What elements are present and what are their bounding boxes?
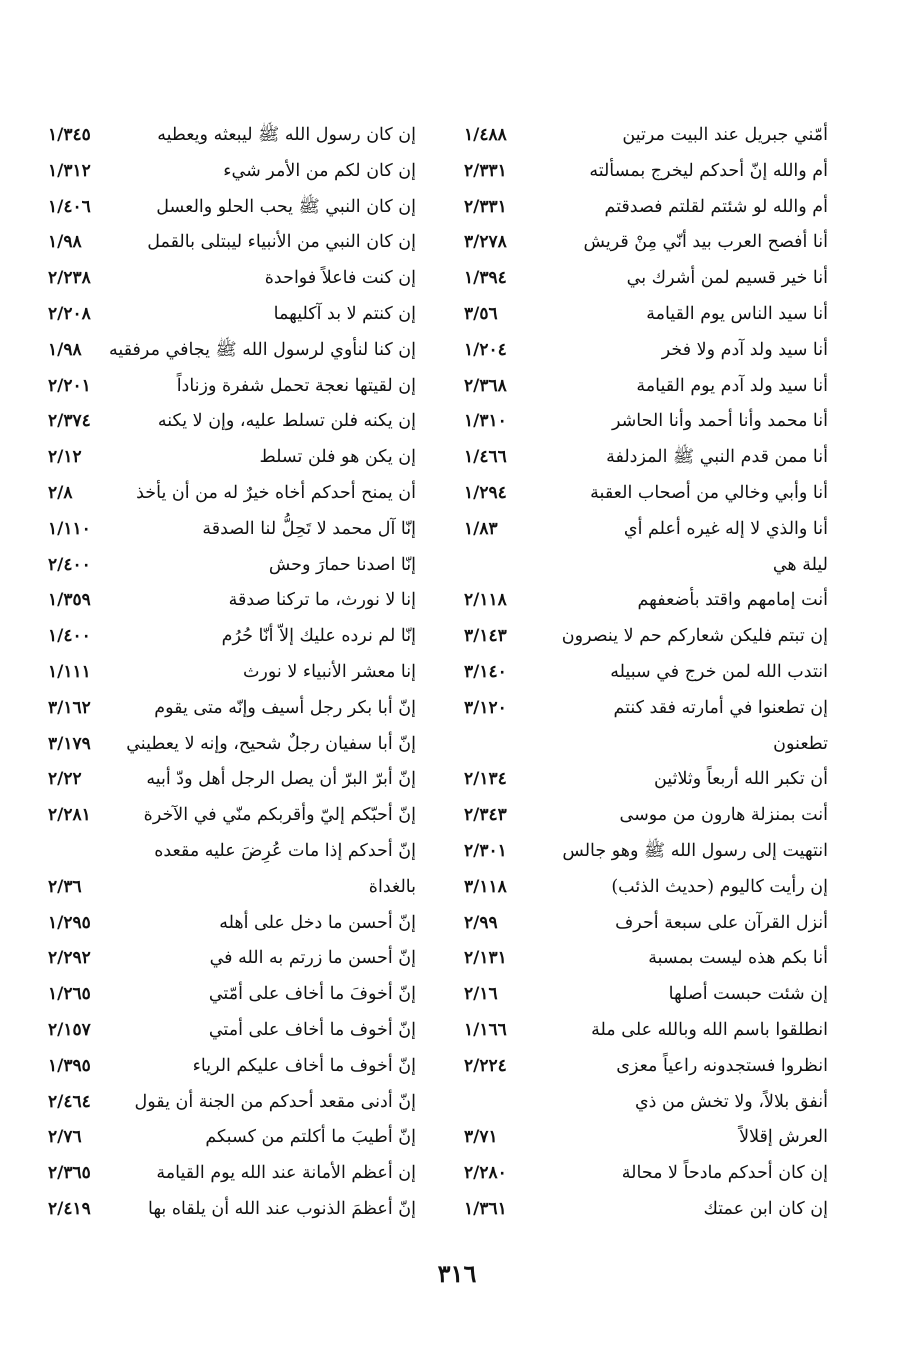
- volume-page-reference: ٢/٣٦٥: [48, 1163, 91, 1184]
- index-entry: [40, 1049, 416, 1085]
- hadith-text: أنا وأبي وخالي من أصحاب العقبة: [590, 482, 828, 503]
- index-entry: [40, 225, 416, 261]
- volume-page-reference: ٢/١٦: [464, 984, 498, 1005]
- volume-page-reference: ٢/٢٢٤: [464, 1055, 507, 1076]
- hadith-text: انتدب الله لمن خرج في سبيله: [610, 661, 828, 682]
- volume-page-reference: ١/٩٨: [48, 232, 82, 253]
- hadith-text: أنا خير قسيم لمن أشرك بي: [626, 268, 828, 289]
- volume-page-reference: ١/٣٩٥: [48, 1055, 91, 1076]
- volume-page-reference: ١/٤٦٦: [464, 447, 507, 468]
- hadith-text: إنّا آل محمد لا تَحِلُّ لنا الصدقة: [202, 518, 416, 539]
- volume-page-reference: ٢/١٢: [48, 447, 82, 468]
- hadith-text: أنا ممن قدم النبي ﷺ المزدلفة: [606, 447, 828, 468]
- volume-page-reference: ١/٨٣: [464, 518, 498, 539]
- index-entry: [454, 762, 828, 798]
- volume-page-reference: ٣/٥٦: [464, 303, 498, 324]
- index-entry: [454, 583, 828, 619]
- index-entry: [454, 941, 828, 977]
- hadith-text: أنا بكم هذه ليست بمسبة: [648, 948, 828, 969]
- index-entry: [454, 333, 828, 369]
- index-entry: [40, 512, 416, 548]
- volume-page-reference: ٣/٧١: [464, 1127, 498, 1148]
- index-entry: [454, 118, 828, 154]
- volume-page-reference: ١/٤٨٨: [464, 125, 507, 145]
- hadith-text: أنت إمامهم واقتد بأضعفهم: [637, 590, 828, 611]
- hadith-text: إنّ أبا سفيان رجلٌ شحيح، وإنه لا يعطيني: [126, 733, 416, 754]
- index-entry: [454, 154, 828, 190]
- hadith-text: إن كان لكم من الأمر شيء: [223, 160, 416, 181]
- volume-page-reference: ١/١١١: [48, 661, 91, 682]
- index-entry: [454, 1156, 828, 1192]
- hadith-text: أن تكبر الله أربعاً وثلاثين: [653, 769, 828, 790]
- hadith-text: أمّني جبريل عند البيت مرتين: [622, 125, 828, 145]
- hadith-text: أنا محمد وأنا أحمد وأنا الحاشر: [611, 411, 828, 432]
- volume-page-reference: ٢/١١٨: [464, 590, 507, 611]
- index-entry: [454, 1049, 828, 1085]
- index-entry: [454, 369, 828, 405]
- index-entry: [40, 727, 416, 763]
- hadith-text: إنّ أحبّكم إليّ وأقربكم منّي في الآخرة: [143, 805, 416, 826]
- volume-page-reference: ٢/١٣١: [464, 948, 507, 969]
- hadith-text: أن يمنح أحدكم أخاه خيرٌ له من أن يأخذ: [136, 482, 416, 503]
- index-entry: [454, 225, 828, 261]
- hadith-text: إنّ أحسن ما زرتم به الله في: [209, 948, 416, 969]
- index-entry: [454, 476, 828, 512]
- hadith-text: أنا سيد ولد آدم يوم القيامة: [636, 375, 828, 396]
- hadith-text: إنّ أحدكم إذا مات عُرِضَ عليه مقعده: [154, 840, 416, 861]
- index-entry: [40, 548, 416, 584]
- index-entry: [454, 297, 828, 333]
- volume-page-reference: ٢/٢٠٨: [48, 303, 91, 324]
- index-entry: [454, 1013, 828, 1049]
- hadith-text: انطلقوا باسم الله وبالله على ملة: [591, 1019, 828, 1040]
- hadith-text: إن كنتم لا بد آكليهما: [273, 303, 416, 324]
- index-entry: [454, 548, 828, 584]
- index-entry: [40, 404, 416, 440]
- volume-page-reference: ٢/٢٨٠: [464, 1163, 507, 1184]
- volume-page-reference: ٢/١٥٧: [48, 1019, 91, 1040]
- volume-page-reference: ١/٣٩٤: [464, 268, 507, 289]
- volume-page-reference: ٢/٧٦: [48, 1127, 82, 1148]
- index-entry: [454, 691, 828, 727]
- index-entry: [40, 977, 416, 1013]
- index-entry: [40, 261, 416, 297]
- index-entry: [40, 1192, 416, 1228]
- hadith-text: أنفق بلالاً، ولا تخش من ذي: [634, 1091, 828, 1112]
- hadith-text: أنا أفصح العرب بيد أنّي مِنْ قريش: [583, 232, 828, 253]
- hadith-text: إن كان النبي من الأنبياء ليبتلى بالقمل: [147, 232, 416, 253]
- hadith-text: إنّ أحسن ما دخل على أهله: [219, 912, 416, 933]
- volume-page-reference: ٢/٣٧٤: [48, 411, 91, 432]
- hadith-text: إنا معشر الأنبياء لا نورث: [242, 661, 416, 682]
- hadith-text: إن يكن هو فلن تسلط: [259, 447, 416, 468]
- index-entry: [454, 440, 828, 476]
- hadith-text: إنّ أعظمَ الذنوب عند الله أن يلقاه بها: [147, 1198, 416, 1219]
- volume-page-reference: ٣/١١٨: [464, 876, 507, 897]
- volume-page-reference: ٢/٢٠١: [48, 375, 91, 396]
- hadith-text: إنّا اصدنا حمارَ وحش: [268, 554, 416, 575]
- hadith-text: إن تطعنوا في أمارته فقد كنتم: [613, 697, 828, 718]
- index-entry: [40, 1156, 416, 1192]
- hadith-text: إن لقيتها نعجة تحمل شفرة وزناداً: [176, 375, 416, 396]
- hadith-text: إنّ أبرّ البرّ أن يصل الرجل أهل ودّ أبيه: [146, 769, 416, 790]
- index-entry: [40, 834, 416, 870]
- page-number: ٣١٦: [437, 1259, 477, 1288]
- index-entry: [454, 977, 828, 1013]
- index-entry: [40, 906, 416, 942]
- index-entry: [454, 404, 828, 440]
- hadith-text: انتهيت إلى رسول الله ﷺ وهو جالس: [562, 840, 828, 861]
- index-entry: [454, 655, 828, 691]
- index-entry: [454, 619, 828, 655]
- index-entry: [40, 655, 416, 691]
- hadith-text: تطعنون: [773, 733, 828, 754]
- hadith-text: أنت بمنزلة هارون من موسى: [619, 805, 828, 826]
- index-entry: [40, 762, 416, 798]
- index-entry: [454, 512, 828, 548]
- volume-page-reference: ١/٣٥٩: [48, 590, 91, 611]
- hadith-text: أنزل القرآن على سبعة أحرف: [615, 912, 828, 933]
- hadith-text: إن شئت حبست أصلها: [668, 984, 828, 1005]
- volume-page-reference: ١/٣١٠: [464, 411, 507, 432]
- hadith-text: إن كان أحدكم مادحاً لا محالة: [621, 1163, 828, 1184]
- volume-page-reference: ٢/٤٠٠: [48, 554, 91, 575]
- volume-page-reference: ١/٣٦١: [464, 1198, 507, 1219]
- index-entry: [454, 1085, 828, 1121]
- volume-page-reference: ٢/٣٣١: [464, 160, 507, 181]
- volume-page-reference: ٢/٤١٩: [48, 1198, 91, 1219]
- hadith-text: إنّ أخوف ما أخاف على أمتي: [208, 1019, 416, 1040]
- index-entry: [40, 440, 416, 476]
- index-entry: [40, 798, 416, 834]
- index-entry: [454, 1192, 828, 1228]
- hadith-text: إن تبتم فليكن شعاركم حم لا ينصرون: [561, 626, 828, 647]
- volume-page-reference: ٢/٢٣٨: [48, 268, 91, 289]
- hadith-text: إن كان رسول الله ﷺ ليبعثه ويعطيه: [157, 125, 416, 145]
- volume-page-reference: ٢/١٣٤: [464, 769, 507, 790]
- volume-page-reference: ١/٢٩٥: [48, 912, 91, 933]
- volume-page-reference: ١/٢٩٤: [464, 482, 507, 503]
- hadith-text: إنا لا نورث، ما تركنا صدقة: [228, 590, 416, 611]
- index-entry: [40, 118, 416, 154]
- hadith-text: إنّا لم نرده عليك إلاّ أنّا حُرُم: [221, 626, 416, 647]
- hadith-text: العرش إقلالاً: [739, 1127, 828, 1148]
- hadith-text: أنا سيد ولد آدم ولا فخر: [661, 339, 828, 360]
- hadith-text: إن كنت فاعلاً فواحدة: [264, 268, 416, 289]
- index-entry: [40, 691, 416, 727]
- volume-page-reference: ١/٢٦٥: [48, 984, 91, 1005]
- index-entry: [40, 369, 416, 405]
- index-entry: [40, 1013, 416, 1049]
- index-entry: [40, 583, 416, 619]
- hadith-text: إنّ أخوف ما أخاف عليكم الرياء: [192, 1055, 416, 1076]
- hadith-text: انظروا فستجدونه راعياً معزى: [616, 1055, 828, 1076]
- index-column-right: [454, 118, 828, 1228]
- index-entry: [454, 798, 828, 834]
- hadith-text: إن يكنه فلن تسلط عليه، وإن لا يكنه: [157, 411, 416, 432]
- hadith-text: إنّ أدنى مقعد أحدكم من الجنة أن يقول: [134, 1091, 416, 1112]
- volume-page-reference: ٢/٩٩: [464, 912, 498, 933]
- volume-page-reference: ٣/١٤٣: [464, 626, 507, 647]
- volume-page-reference: ١/٤٠٠: [48, 626, 91, 647]
- hadith-text: أنا سيد الناس يوم القيامة: [646, 303, 828, 324]
- volume-page-reference: ١/١٦٦: [464, 1019, 507, 1040]
- volume-page-reference: ٢/٢٩٢: [48, 948, 91, 969]
- volume-page-reference: ٣/١٦٢: [48, 697, 91, 718]
- index-entry: [40, 619, 416, 655]
- volume-page-reference: ٢/٢٨١: [48, 805, 91, 826]
- volume-page-reference: ٢/٣٣١: [464, 196, 507, 217]
- volume-page-reference: ١/٩٨: [48, 339, 82, 360]
- index-entry: [40, 941, 416, 977]
- volume-page-reference: ٣/٢٧٨: [464, 232, 507, 253]
- index-entry: [454, 261, 828, 297]
- volume-page-reference: ٢/٢٢: [48, 769, 82, 790]
- volume-page-reference: ٣/١٧٩: [48, 733, 91, 754]
- index-entry: [40, 190, 416, 226]
- index-entry: [40, 297, 416, 333]
- index-entry: [454, 190, 828, 226]
- volume-page-reference: ١/٣١٢: [48, 160, 91, 181]
- hadith-text: إن رأيت كاليوم (حديث الذئب): [611, 876, 828, 897]
- volume-page-reference: ٢/٨: [48, 482, 73, 503]
- index-entry: [40, 154, 416, 190]
- hadith-text: بالغداة: [368, 876, 416, 897]
- volume-page-reference: ١/٢٠٤: [464, 339, 507, 360]
- index-entry: [454, 906, 828, 942]
- index-entry: [40, 333, 416, 369]
- volume-page-reference: ١/٤٠٦: [48, 196, 91, 217]
- volume-page-reference: ٢/٣٤٣: [464, 805, 507, 826]
- index-column-left: [40, 118, 416, 1228]
- hadith-text: ليلة هي: [772, 554, 828, 575]
- index-entry: [40, 476, 416, 512]
- hadith-text: إن كنا لنأوي لرسول الله ﷺ يجافي مرفقيه: [109, 339, 416, 360]
- hadith-text: إن كان ابن عمتك: [703, 1198, 828, 1219]
- index-entry: [454, 834, 828, 870]
- index-entry: [40, 1085, 416, 1121]
- hadith-text: أنا والذي لا إله غيره أعلم أي: [623, 518, 828, 539]
- hadith-text: إن كان النبي ﷺ يحب الحلو والعسل: [156, 196, 416, 217]
- volume-page-reference: ٢/٣٠١: [464, 840, 507, 861]
- index-entry: [40, 1120, 416, 1156]
- index-entry: [454, 870, 828, 906]
- volume-page-reference: ١/٣٤٥: [48, 125, 91, 145]
- volume-page-reference: ٣/١٤٠: [464, 661, 507, 682]
- volume-page-reference: ٢/٣٦: [48, 876, 82, 897]
- hadith-text: إنّ أطيبَ ما أكلتم من كسبكم: [205, 1127, 416, 1148]
- hadith-text: إنّ أبا بكر رجل أسيف وإنّه متى يقوم: [154, 697, 416, 718]
- volume-page-reference: ٢/٤٦٤: [48, 1091, 91, 1112]
- hadith-text: إنّ أخوفَ ما أخاف على أمّتي: [208, 984, 416, 1005]
- index-entry: [454, 1120, 828, 1156]
- hadith-text: إن أعظم الأمانة عند الله يوم القيامة: [156, 1163, 416, 1184]
- volume-page-reference: ٣/١٢٠: [464, 697, 507, 718]
- volume-page-reference: ٢/٣٦٨: [464, 375, 507, 396]
- hadith-text: أم والله لو شئتم لقلتم فصدقتم: [604, 196, 828, 217]
- index-entry: [454, 727, 828, 763]
- hadith-text: أم والله إنّ أحدكم ليخرج بمسألته: [589, 160, 828, 181]
- volume-page-reference: ١/١١٠: [48, 518, 91, 539]
- index-entry: [40, 870, 416, 906]
